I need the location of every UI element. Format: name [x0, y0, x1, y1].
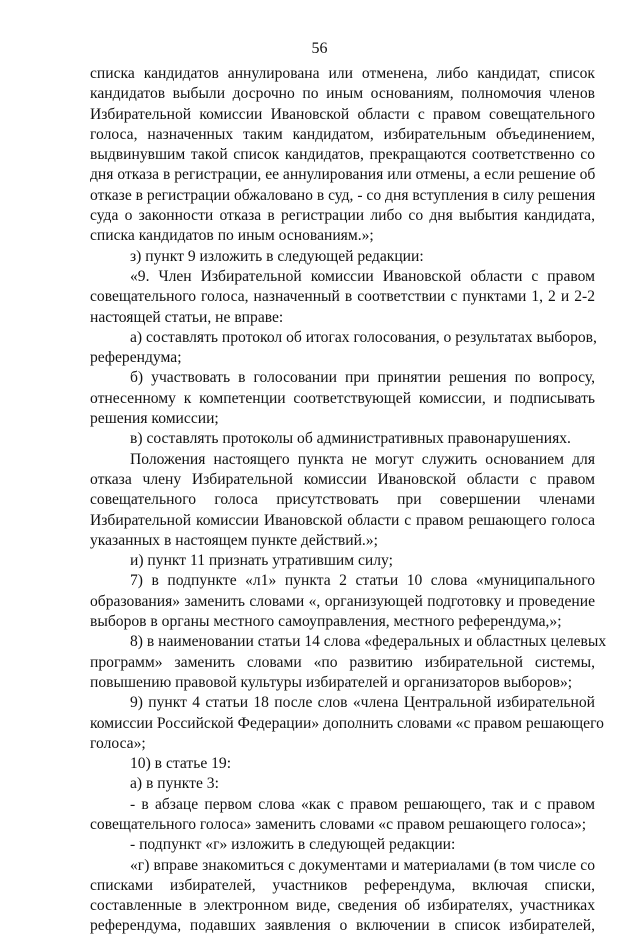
text-line: 7) в подпункте «л1» пункта 2 статьи 10 слова «муниципального [130, 572, 595, 590]
text-line: совещательного голоса, назначенный в соответствии с пунктами 1, 2 и 2-2 [90, 288, 595, 306]
text-line: настоящей статьи, не вправе: [90, 308, 284, 326]
text-line: Положения настоящего пункта не могут служить основанием для [130, 450, 595, 468]
text-line: 9) пункт 4 статьи 18 после слов «члена Центральной избирательной [130, 694, 595, 712]
text-line: повышению правовой культуры избирателей и организаторов выборов»; [90, 673, 573, 691]
text-line: а) составлять протокол об итогах голосования, о результатах выборов, [130, 328, 597, 346]
text-line: голоса, назначенных таким кандидатом, избирательным объединением, [90, 125, 595, 143]
text-line: комиссии Российской Федерации» дополнить словами «с правом решающего [90, 714, 604, 732]
text-line: б) участвовать в голосовании при принятии решения по вопросу, [130, 369, 595, 387]
text-line: выборов в органы местного самоуправления, местного референдума,»; [90, 613, 562, 631]
text-line: 8) в наименовании статьи 14 слова «федеральных и областных целевых [130, 633, 607, 651]
text-line: выдвинувшим такой список кандидатов, прекращаются соответственно со [90, 146, 595, 164]
text-line: «9. Член Избирательной комиссии Ивановской области с правом [130, 267, 595, 285]
text-line: отказа члену Избирательной комиссии Ивановской области с правом [90, 470, 595, 488]
page-number: 56 [311, 40, 328, 57]
text-line: указанных в настоящем пункте действий.»; [90, 531, 378, 549]
text-line: 10) в статье 19: [130, 755, 232, 773]
text-line: референдума; [90, 349, 182, 367]
text-line: и) пункт 11 признать утратившим силу; [130, 552, 393, 570]
text-line: совещательного голоса присутствовать при совершении членами [90, 491, 595, 509]
text-line: суда о законности отказа в регистрации либо со дня выбытия кандидата, [90, 207, 595, 225]
text-line: отказе в регистрации обжаловано в суд, - со дня вступления в силу решения [90, 186, 596, 204]
text-line: кандидатов выбыли досрочно по иным основаниям, полномочия членов [90, 85, 595, 103]
text-line: Избирательной комиссии Ивановской области с правом решающего голоса [90, 511, 595, 529]
text-line: - в абзаце первом слова «как с правом решающего, так и с правом [130, 795, 595, 813]
text-line: дня отказа в регистрации, ее аннулирования или отмены, а если решение об [90, 166, 596, 184]
text-line: совещательного голоса» заменить словами «с правом решающего голоса»; [90, 815, 587, 833]
text-line: «г) вправе знакомиться с документами и материалами (в том числе со [130, 856, 595, 874]
text-line: составленные в электронном виде, сведения об избирателях, участниках [90, 897, 595, 915]
text-line: решения комиссии; [90, 410, 219, 428]
text-line: программ» заменить словами «по развитию избирательной системы, [90, 653, 595, 671]
text-line: в) составлять протоколы об административных правонарушениях. [130, 430, 571, 448]
text-line: образования» заменить словами «, организующей подготовку и проведение [90, 592, 595, 610]
document-body [90, 64, 607, 937]
text-line: з) пункт 9 изложить в следующей редакции: [130, 247, 424, 265]
text-line: списка кандидатов аннулирована или отменена, либо кандидат, список [90, 65, 595, 82]
text-line: списка кандидатов по иным основаниям.»; [90, 227, 374, 245]
text-line: отнесенному к компетенции соответствующей комиссии, и подписывать [90, 389, 595, 407]
text-line: - подпункт «г» изложить в следующей редакции: [130, 836, 456, 854]
text-line: Избирательной комиссии Ивановской области с правом совещательного [90, 105, 595, 123]
text-line: референдума, подавших заявления о включении в список избирателей, [90, 917, 595, 935]
text-line: а) в пункте 3: [130, 775, 219, 793]
text-line: списками избирателей, участников референдума, включая списки, [90, 876, 595, 894]
text-line: голоса»; [90, 734, 146, 752]
